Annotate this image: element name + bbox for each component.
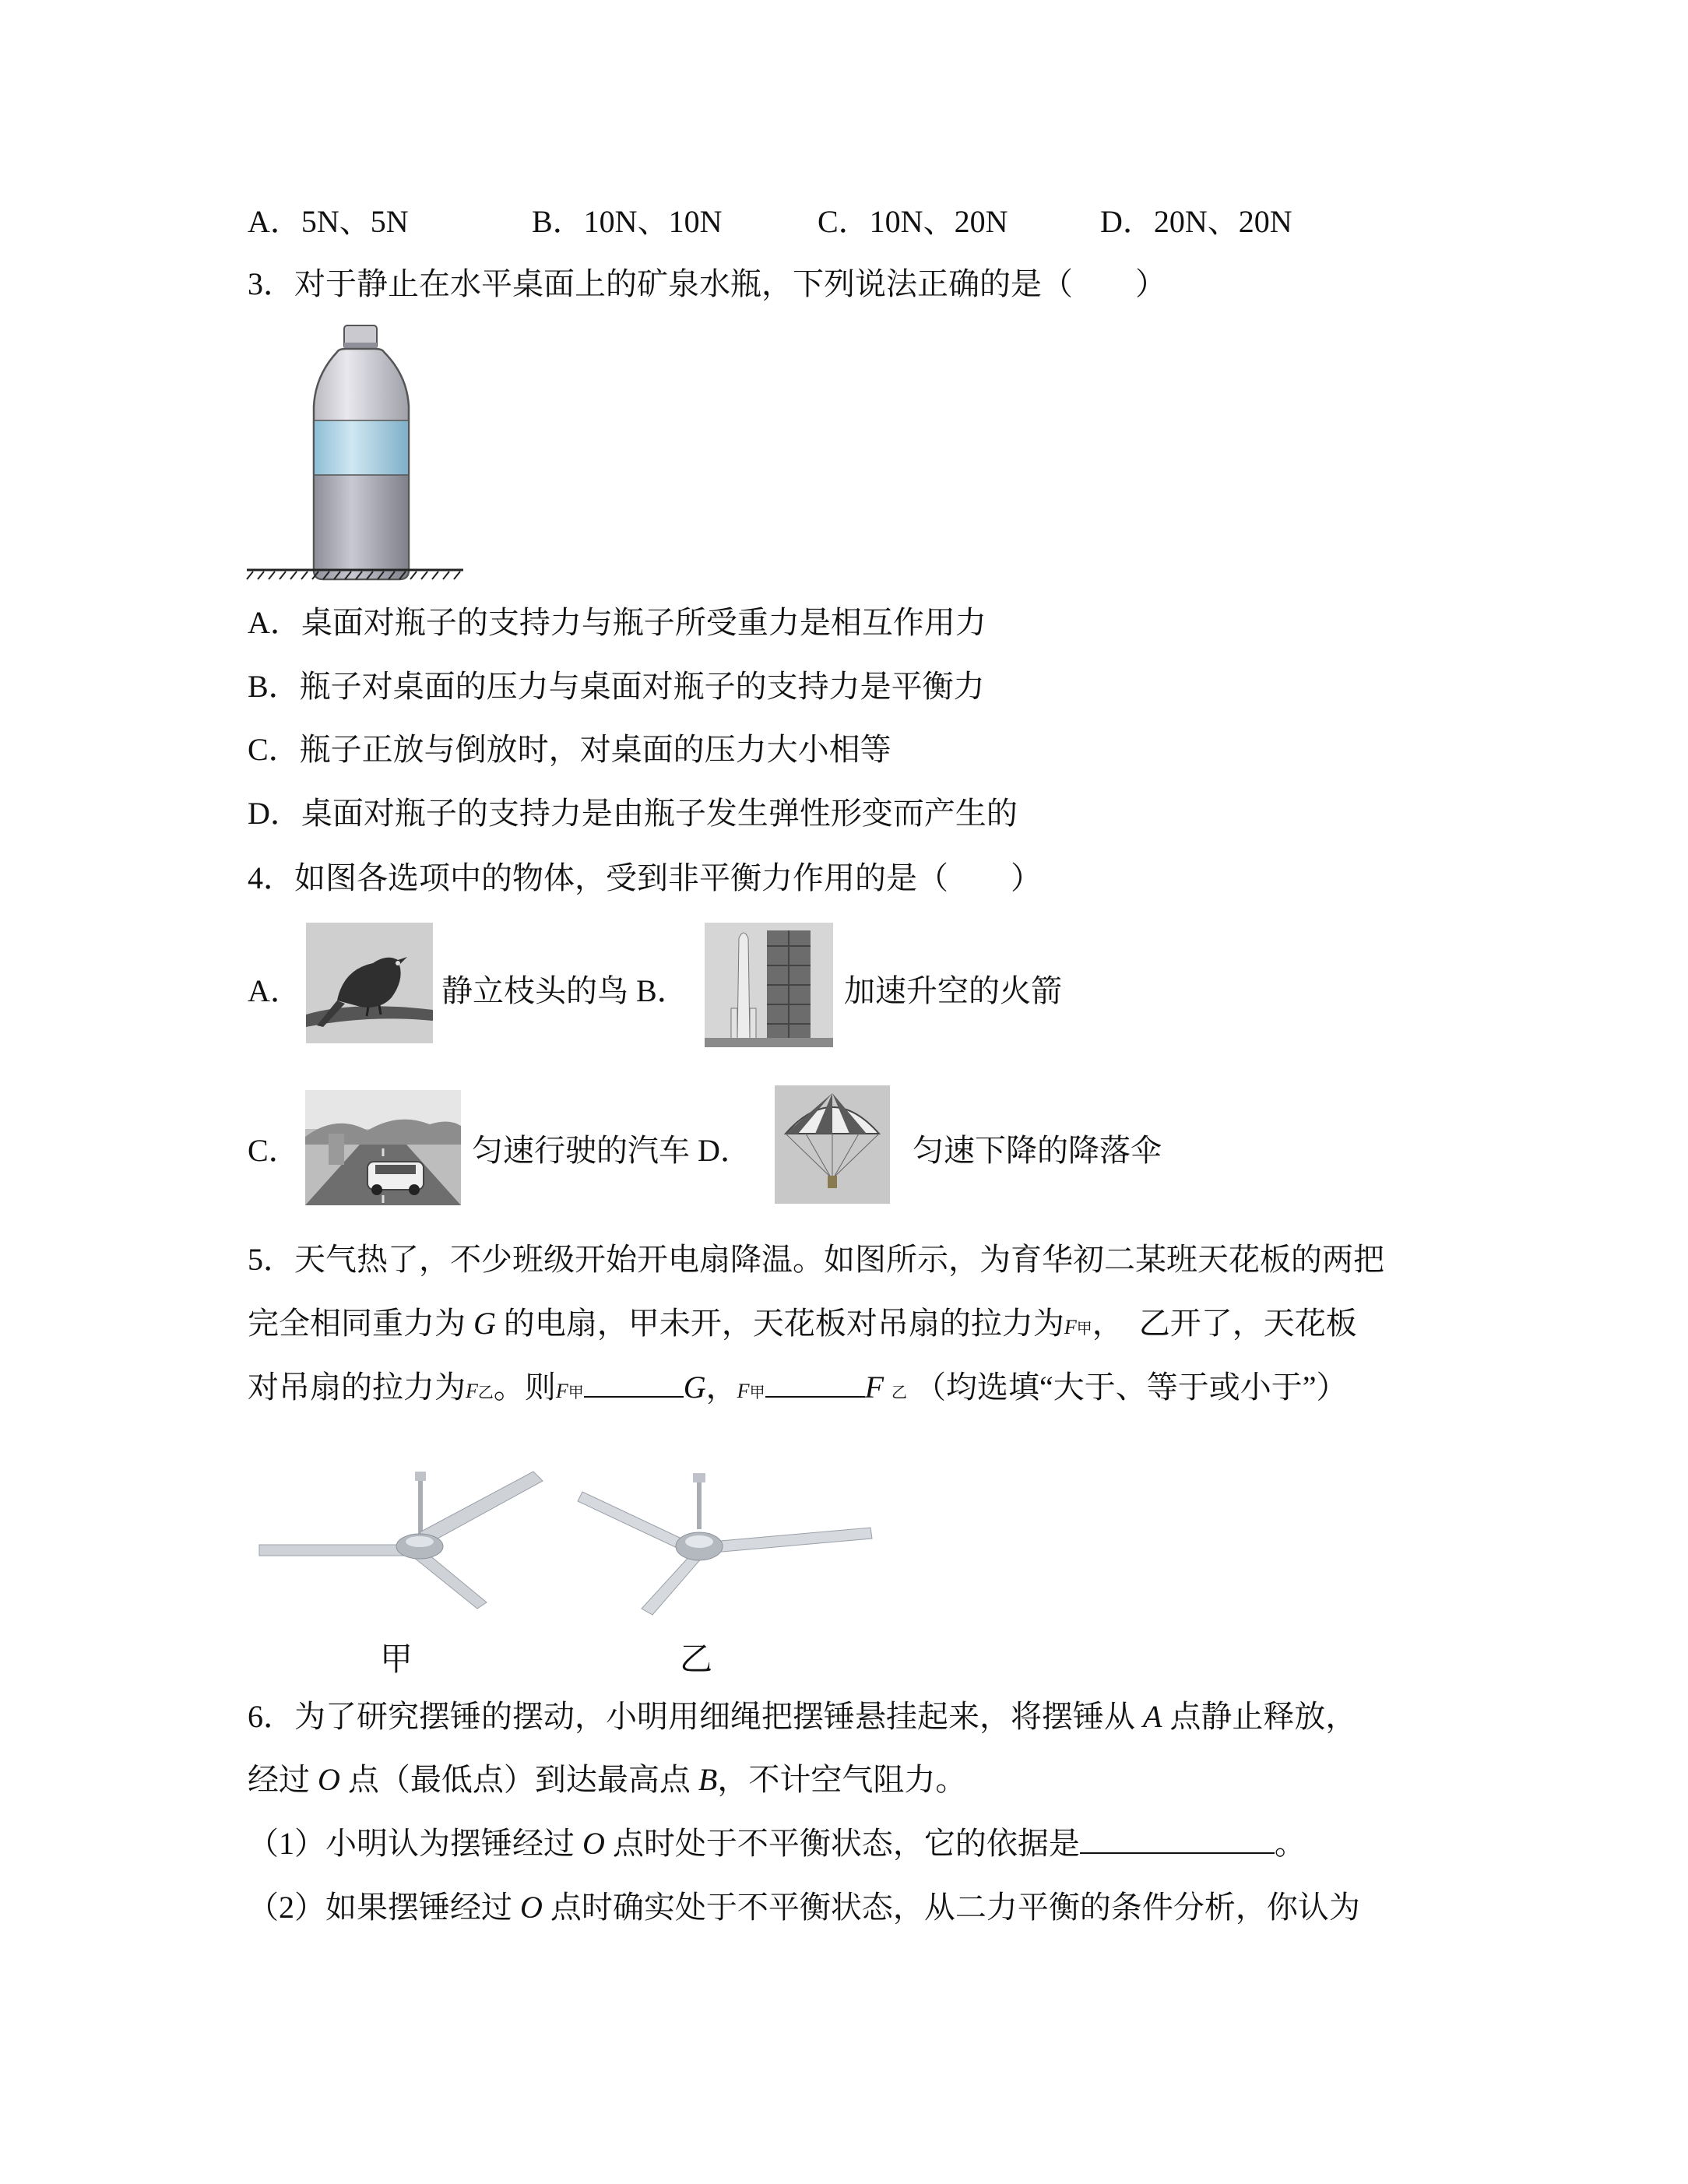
q5-line-1: 5．天气热了，不少班级开始开电扇降温。如图所示，为育华初二某班天花板的两把 — [248, 1242, 1384, 1277]
q5-blank-1[interactable] — [584, 1368, 684, 1398]
q5-line-3: 对吊扇的拉力为F乙。则F甲 G，F甲 F 乙 （均选填“大于、等于或小于”） — [248, 1370, 1348, 1405]
rocket-photo — [705, 923, 833, 1047]
q4-option-c-label: C． — [248, 1133, 300, 1168]
q6-sub-1: （1）小明认为摆锤经过 O 点时处于不平衡状态，它的依据是 。 — [248, 1826, 1306, 1861]
q4-option-d-text: 匀速下降的降落伞 — [913, 1133, 1162, 1168]
q6-sub-2: （2）如果摆锤经过 O 点时确实处于不平衡状态，从二力平衡的条件分析，你认为 — [248, 1890, 1360, 1925]
q6-blank-1[interactable] — [1080, 1824, 1275, 1854]
q4-option-a-label: A． — [248, 973, 301, 1008]
q6-line-1: 6．为了研究摆锤的摆动，小明用细绳把摆锤悬挂起来，将摆锤从 A 点静止释放， — [248, 1699, 1357, 1734]
ceiling-fan-jia — [253, 1464, 545, 1612]
q3-option-a: A．桌面对瓶子的支持力与瓶子所受重力是相互作用力 — [248, 605, 986, 640]
q4-option-a-text: 静立枝头的鸟 B． — [441, 973, 688, 1008]
q4-option-b-text: 加速升空的火箭 — [844, 973, 1062, 1008]
q4-stem: 4．如图各选项中的物体，受到非平衡力作用的是（ ） — [248, 860, 1042, 895]
q5-line-2: 完全相同重力为 G 的电扇，甲未开，天花板对吊扇的拉力为F甲， 乙开了，天花板 — [248, 1306, 1357, 1341]
bird-photo — [306, 923, 433, 1043]
water-bottle-figure — [245, 321, 471, 586]
q2-option-a: A．5N、5N — [248, 204, 409, 239]
q3-option-d: D．桌面对瓶子的支持力是由瓶子发生弹性形变而产生的 — [248, 796, 1018, 831]
q3-option-c: C．瓶子正放与倒放时，对桌面的压力大小相等 — [248, 732, 891, 767]
q5-blank-2[interactable] — [765, 1368, 865, 1398]
fan-label-yi: 乙 — [680, 1640, 713, 1678]
fan-label-jia: 甲 — [380, 1640, 413, 1678]
q3-stem: 3．对于静止在水平桌面上的矿泉水瓶，下列说法正确的是（ ） — [248, 266, 1166, 301]
q2-option-c: C．10N、20N — [818, 204, 1008, 239]
parachute-photo — [775, 1085, 890, 1204]
ceiling-fan-yi — [575, 1464, 880, 1620]
q6-line-2: 经过 O 点（最低点）到达最高点 B，不计空气阻力。 — [248, 1762, 967, 1797]
q3-option-b: B．瓶子对桌面的压力与桌面对瓶子的支持力是平衡力 — [248, 669, 985, 704]
q2-option-d: D．20N、20N — [1100, 204, 1292, 239]
car-photo — [305, 1090, 461, 1205]
q4-option-c-text: 匀速行驶的汽车 D． — [472, 1133, 751, 1168]
q2-option-b: B．10N、10N — [532, 204, 723, 239]
